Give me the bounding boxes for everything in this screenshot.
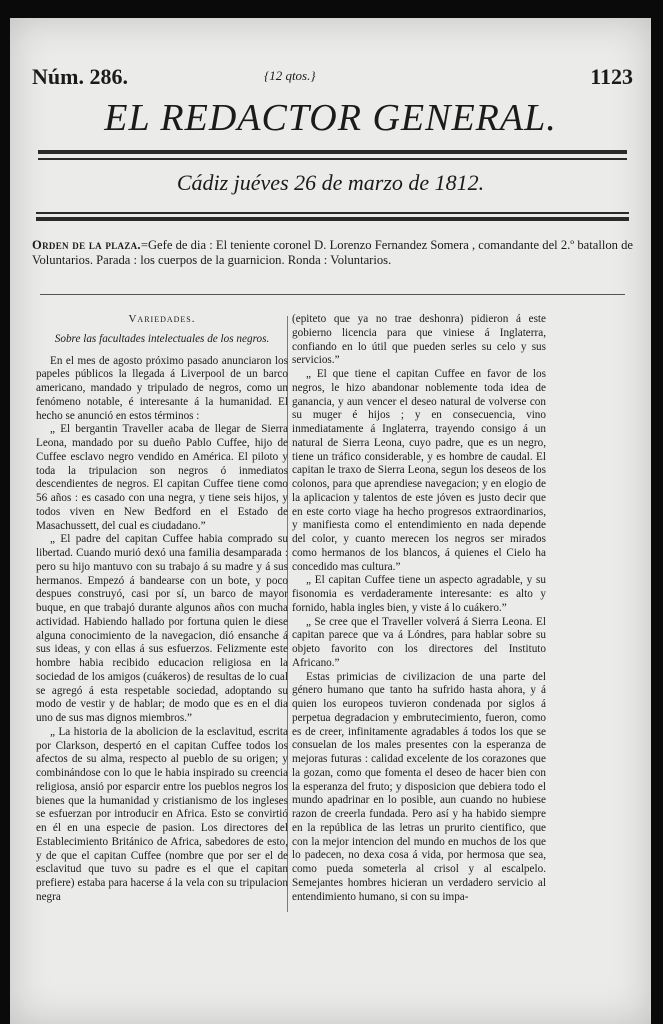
article-left-column xyxy=(36,313,288,905)
title-rule-thick xyxy=(38,150,627,154)
orden-de-la-plaza xyxy=(32,238,633,268)
paragraph: „ El bergantin Traveller acaba de llegar de Sierra Leona, mandado por su dueño Pablo Cuffee, hijo de Cuffee esclavo negro vendido en América. El piloto y toda la tripulacion son negros ó inmediatos descendientes de negros. El capitan Cuffee tiene como 56 años : es casado con una negra, y tiene seis hijos, y todos viven en New Bedford en el Estado de Masachussett, del cual es ciudadano.” xyxy=(36,423,288,532)
dateline: Cádiz juéves 26 de marzo de 1812. xyxy=(176,170,485,195)
paragraph: „ El capitan Cuffee tiene un aspecto agradable, y su fisonomia es verdaderamente interesante: es alto y fornido, habla ingles bien, y viste á lo cuákero.” xyxy=(292,574,546,614)
section-heading: Variedades. xyxy=(128,313,196,325)
paragraph: „ La historia de la abolicion de la esclavitud, escrita por Clarkson, despertó en el capitan Cuffee todos los afectos de su alma, respecto al pueblo de su origen; y combinándose con lo que le habia inspirado su creencia religiosa, ansió por esparcir entre los pueblos negros los bienes que la humanidad y cristianismo de los ingleses se esfuerzan por introducir en Africa. Esto se convirtió en él en una especie de pasion. Los directores del Establecimiento Británico de Africa, sabedores de esto, y de que el capitan Cuffee (nombre que por ser el de esclavitud que tuvo su padre es el que el capitan prefiere) estaba para hacerse á la vela con su tripulacion negra xyxy=(36,725,288,903)
paragraph: En el mes de agosto próximo pasado anunciaron los papeles públicos la llegada á Liverpool de un barco americano, mandado y tripulado de negros, como un fenómeno notable, é interesante á la humanidad. El hecho se anunció en estos términos : xyxy=(36,354,288,422)
date-rule-thin xyxy=(36,212,629,214)
newspaper-title: EL REDACTOR GENERAL. xyxy=(104,97,557,139)
title-rule-thin xyxy=(38,158,627,160)
paragraph: „ El que tiene el capitan Cuffee en favor de los negros, le hizo abandonar noblemente toda idea de ganancia, y aun vencer el deseo natural de volverse con su muger é hijos ; y en consecuencia, vino inmediatamente á Inglaterra, trayendo consigo á un natural de Sierra Leona, cuyo padre, que es un negro, tiene un tráfico considerable, y es hombre de caudal. El capitan le traxo de Sierra Leona, segun los deseos de los colonos, para que aprendiese navegacion; y en elogio de la aplicacion y talentos de este jóven es justo decir que en este corto viage ha hecho progresos extraordinarios, y manifiesta como el entendimiento en nada depende del color, y cuanto merecen los negros ser mirados como hermanos de los blancos, á quienes el Cielo ha concedido mas cultura.” xyxy=(292,368,546,573)
article-subtitle: Sobre las facultades intelectuales de los negros. xyxy=(54,332,270,345)
date-rule-thick xyxy=(36,217,629,221)
paragraph: „ El padre del capitan Cuffee habia comprado su libertad. Cuando murió dexó una familia desamparada : pero su hijo mantuvo con su trabajo á su madre y á sus hermanos. Empezó á bandearse con un bote, y poco despues construyó, casi por sí, un barco de mayor buque, en que trabajó durante algunos años con mucha actividad. Habiendo hallado por fortuna quien le diese alguna conocimiento de la navegacion, dió ensanche á sus ideas, y con ellas á sus esfuerzos. Felizmente este hombre habia recibido educacion religiosa en la sociedad de los amigos (cuákeros) de resultas de lo cual se agregó á esta respetable sociedad, adoptando su modo de vestir y de hablar; de modo que es en el dia uno de sus mas dignos miembros.” xyxy=(36,533,288,724)
article-right-column xyxy=(292,313,546,904)
issue-number: Núm. 286. xyxy=(32,64,128,89)
page-number: 1123 xyxy=(590,64,633,89)
newspaper-page xyxy=(10,18,651,1024)
paragraph: Estas primicias de civilizacion de una parte del género humano que tanto ha sufrido hasta ahora, y á quien los europeos tuvieron condenada por siglos á perpetua degradacion y embrutecimiento, fueron, como es de creer, infinitamente agradables á todos los que se consuelan de los males presentes con la esperanza de mejoras futuras : calidad excelente de los corazones que la gozan, como que fomenta el deseo de hacer bien con la esperanza del fruto; y disposicion que debiera todo el mundo apadrinar en lo posible, aun cuando no hubiese razon de creerla fundada. Pero así y ha habido siempre en la república de las letras un prurito cientifico, que con la mejor intencion del mundo en muchos de los que lo padecen, no dexa cosa á vida, por hermosa que sea, como pueda someterla al crisol y al escalpelo. Semejantes hombres hicieran un verdadero servicio al entendimiento humano, si con su impa- xyxy=(292,670,546,903)
paragraph: (epiteto que ya no trae deshonra) pidieron á este gobierno licencia para que viniese á Inglaterra, confiando en lo útil que pueden serles su celo y sus servicios.” xyxy=(292,313,546,367)
paragraph: „ Se cree que el Traveller volverá á Sierra Leona. El capitan parece que va á Lóndres, para hablar sobre su objeto favorito con los directores del Instituto Africano.” xyxy=(292,615,546,669)
section-rule xyxy=(40,294,625,295)
orden-label: Orden de la plaza. xyxy=(32,238,141,252)
price-note: {12 qtos.} xyxy=(264,68,316,83)
orden-text: =Gefe de dia : El teniente coronel D. Lorenzo Fernandez Somera , comandante del 2.º batallon de Voluntarios. Parada : los cuerpos de la guarnicion. Ronda : Voluntarios. xyxy=(32,238,633,267)
masthead-top xyxy=(32,64,633,94)
